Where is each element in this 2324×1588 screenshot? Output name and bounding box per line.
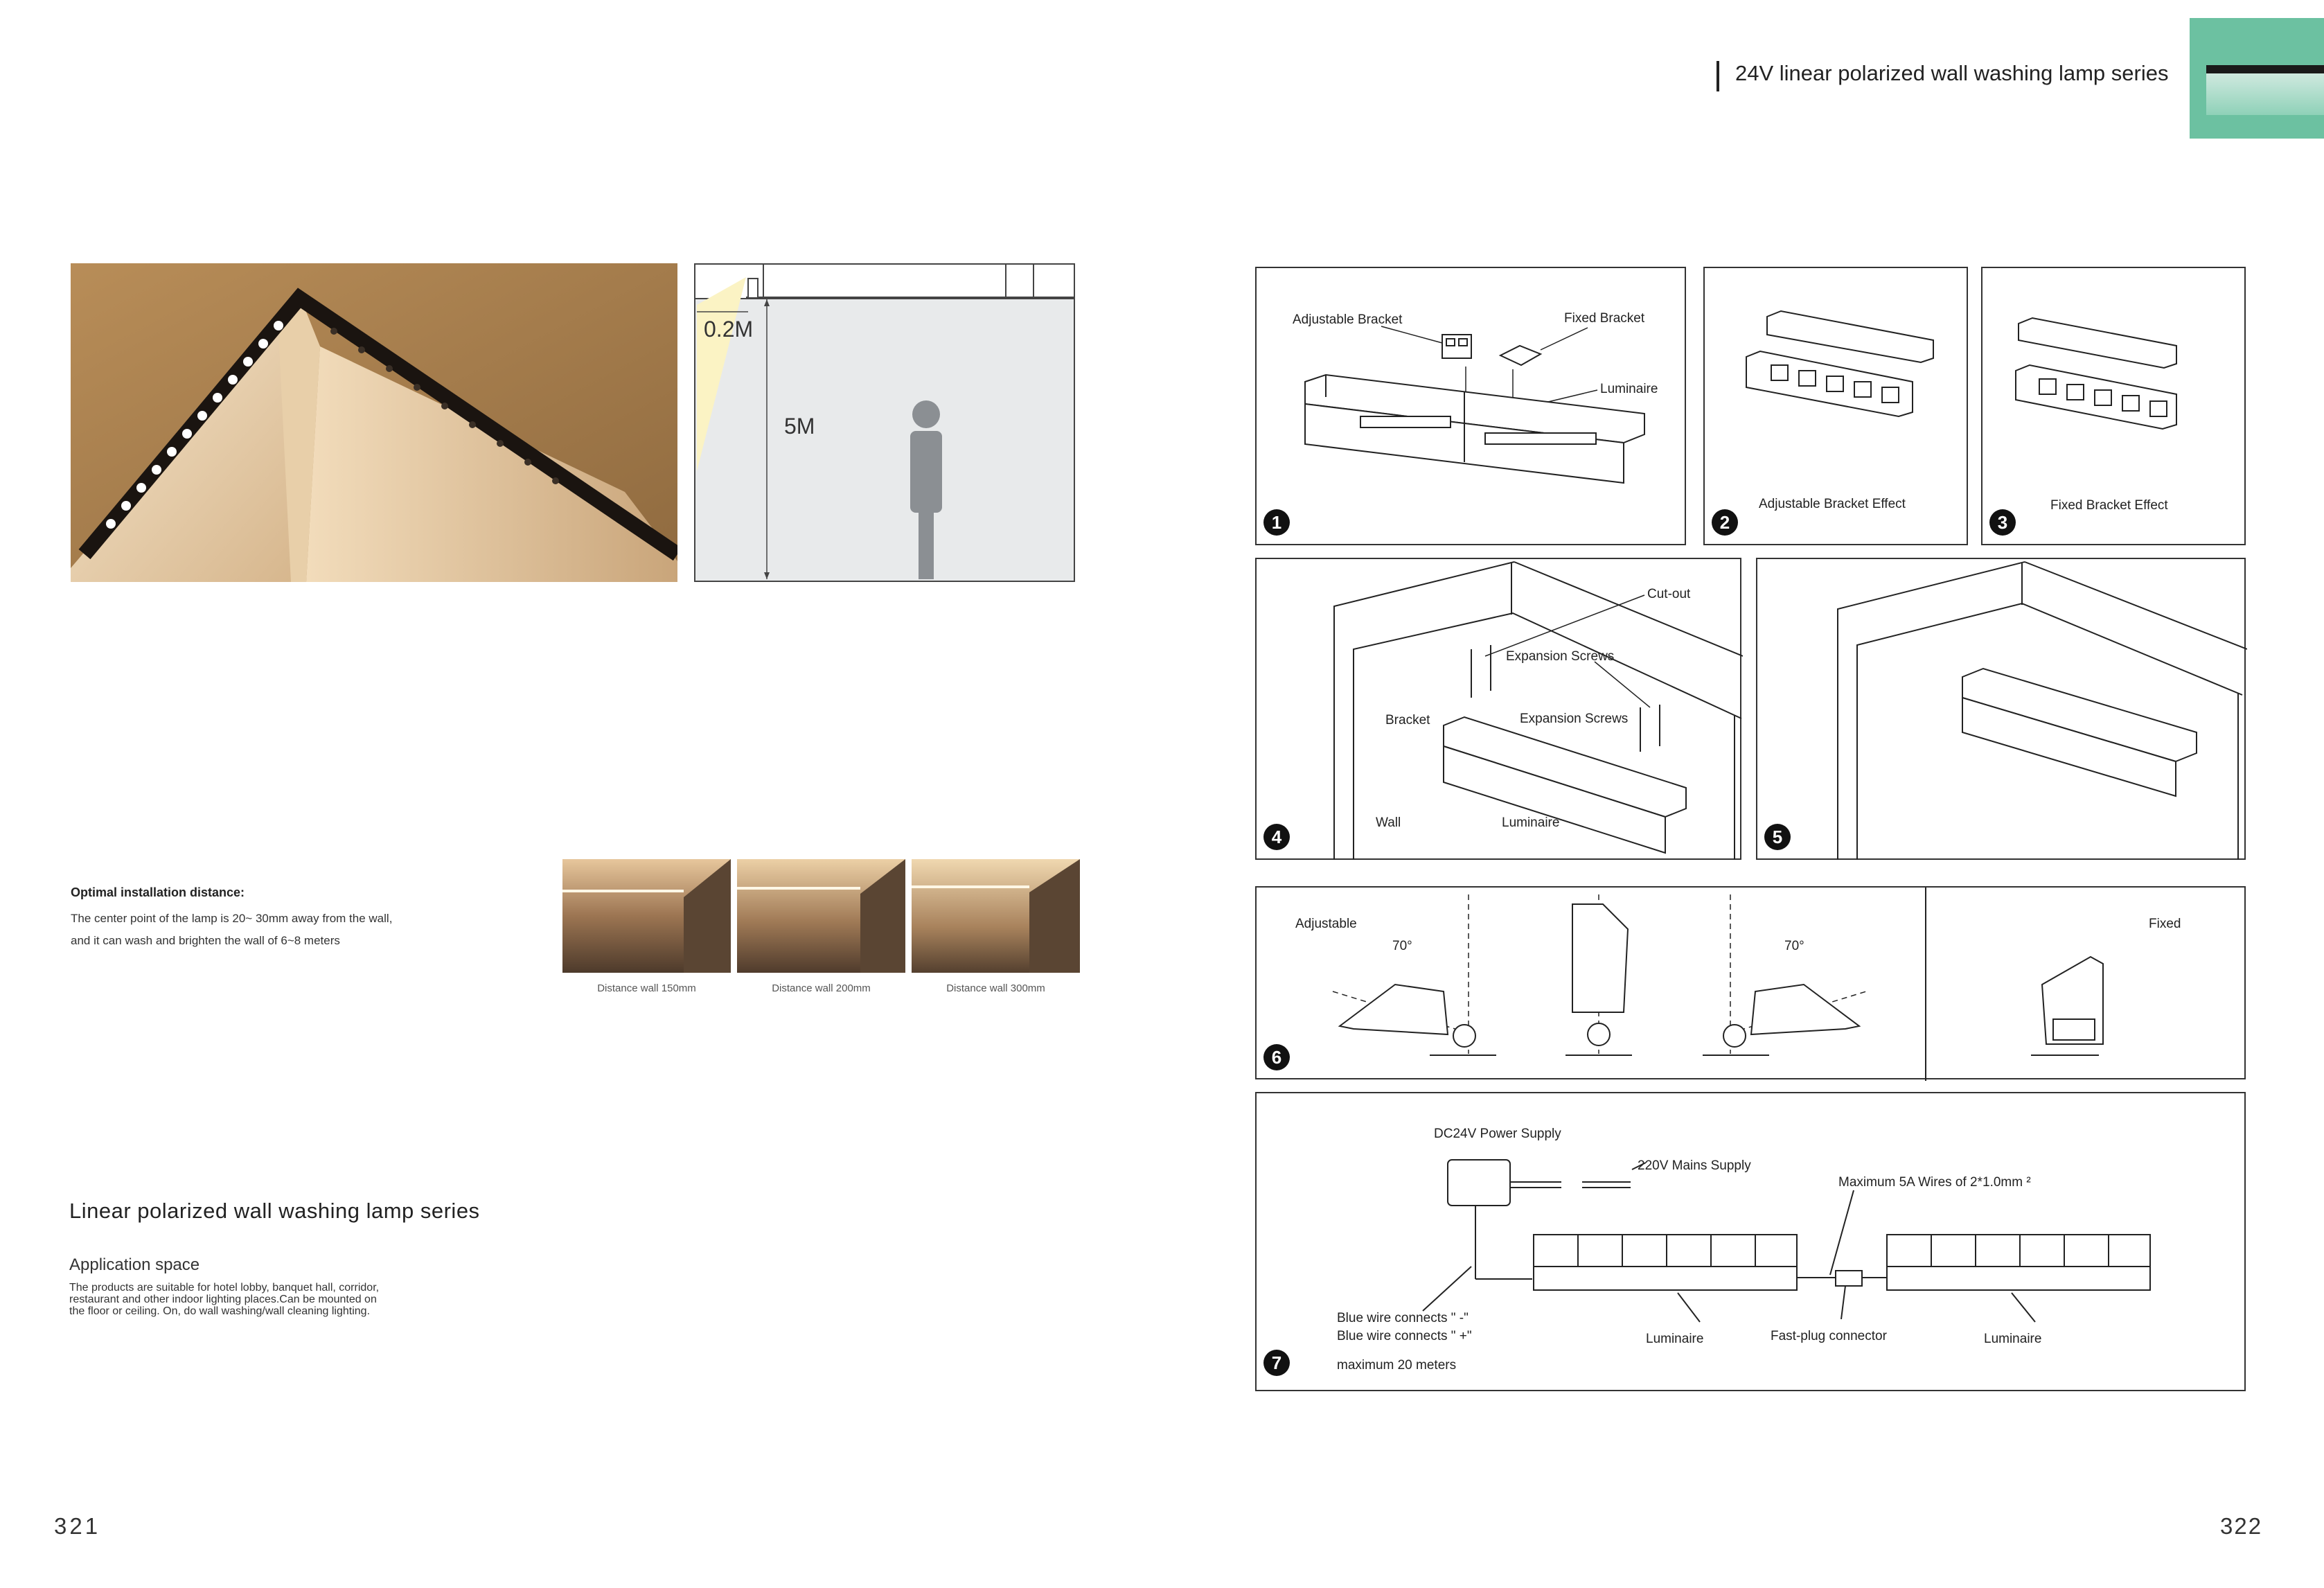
series-title: Linear polarized wall washing lamp series [69, 1199, 480, 1223]
s4-cutout-label: Cut-out [1647, 587, 1691, 601]
s7-luminaire1-label: Luminaire [1646, 1332, 1704, 1346]
header-title: 24V linear polarized wall washing lamp series [1735, 61, 2169, 85]
step-3-badge: 3 [1989, 509, 2016, 536]
fixed-bracket-icon [1500, 346, 1541, 365]
sample-photo-150 [562, 859, 731, 973]
sample-caption-300: Distance wall 300mm [946, 982, 1045, 994]
s7-max-wires-label: Maximum 5A Wires of 2*1.0mm ² [1838, 1175, 2031, 1190]
application-line-1: The products are suitable for hotel lobby, banquet hall, corridor, [69, 1282, 380, 1294]
s7-power-label: DC24V Power Supply [1434, 1127, 1561, 1141]
sample-caption-200: Distance wall 200mm [772, 982, 871, 994]
s7-blue2-label: Blue wire connects " +" [1337, 1329, 1472, 1343]
step-6-panel [1255, 886, 2246, 1079]
lamp-slot-icon [2206, 65, 2324, 73]
s2-caption: Adjustable Bracket Effect [1759, 497, 1906, 511]
header-divider [1717, 61, 1719, 91]
product-photo [71, 263, 677, 582]
luminaire-1-icon [1534, 1235, 1797, 1290]
sample-photo-200 [737, 859, 905, 973]
fast-plug-connector-icon [1836, 1271, 1862, 1286]
s1-fixed-label: Fixed Bracket [1564, 311, 1645, 326]
adjustable-effect-icon [1746, 311, 1933, 416]
power-supply-icon [1448, 1160, 1510, 1206]
step-2-badge: 2 [1712, 509, 1738, 536]
sample-caption-150: Distance wall 150mm [597, 982, 696, 994]
step-7-panel [1255, 1092, 2246, 1391]
application-line-2: restaurant and other indoor lighting places.Can be mounted on [69, 1294, 377, 1305]
s4-luminaire-icon [1444, 717, 1686, 853]
application-line-3: the floor or ceiling. On, do wall washing/wall cleaning lighting. [69, 1305, 371, 1317]
s6-angle-left: 70° [1392, 939, 1412, 953]
optimal-line-1: The center point of the lamp is 20~ 30mm away from the wall, [71, 912, 393, 925]
s6-fixed-label: Fixed [2149, 917, 2181, 931]
optimal-distance-title: Optimal installation distance: [71, 885, 245, 899]
s1-luminaire-label: Luminaire [1600, 382, 1658, 396]
s7-mains-label: 220V Mains Supply [1638, 1158, 1751, 1173]
application-title: Application space [69, 1255, 200, 1274]
s1-adjustable-label: Adjustable Bracket [1293, 312, 1403, 327]
fixed-bracket-side-icon [2031, 957, 2103, 1055]
page-number-left: 321 [54, 1513, 101, 1539]
installation-scene-diagram [694, 263, 1075, 582]
s4-wall-label: Wall [1376, 815, 1401, 830]
optimal-line-2: and it can wash and brighten the wall of 6~8 meters [71, 934, 340, 947]
adjustable-tilt-left-icon [1340, 985, 1496, 1055]
s4-luminaire-label: Luminaire [1502, 815, 1560, 830]
luminaire-2-icon [1887, 1235, 2150, 1290]
optimal-distance-body [71, 908, 500, 952]
step-3-panel [1981, 267, 2246, 545]
step-7-badge: 7 [1263, 1350, 1290, 1376]
page-number-right: 322 [2220, 1513, 2263, 1539]
s4-screws-label-2: Expansion Screws [1520, 712, 1629, 726]
s7-blue1-label: Blue wire connects " -" [1337, 1311, 1469, 1325]
lamp-glow [2206, 73, 2324, 115]
fixed-effect-icon [2016, 318, 2176, 429]
s7-luminaire2-label: Luminaire [1984, 1332, 2042, 1346]
step-1-badge: 1 [1263, 509, 1290, 536]
step-5-panel [1756, 558, 2246, 860]
step-5-badge: 5 [1764, 824, 1791, 850]
s7-connector-label: Fast-plug connector [1771, 1329, 1887, 1343]
s7-max-len-label: maximum 20 meters [1337, 1358, 1457, 1373]
adjustable-bracket-icon [1442, 335, 1471, 358]
offset-label: 0.2M [704, 317, 754, 342]
s6-adjustable-label: Adjustable [1295, 917, 1357, 931]
s5-luminaire-icon [1962, 669, 2197, 796]
step-4-badge: 4 [1263, 824, 1290, 850]
adjustable-upright-icon [1565, 904, 1632, 1055]
s4-screws-label-1: Expansion Screws [1506, 649, 1615, 664]
s6-angle-right: 70° [1784, 939, 1804, 953]
step-2-panel [1703, 267, 1968, 545]
step-4-panel [1255, 558, 1741, 860]
step-6-badge: 6 [1263, 1044, 1290, 1070]
height-label: 5M [784, 414, 815, 439]
corner-tab-logo [2190, 18, 2324, 139]
s3-caption: Fixed Bracket Effect [2050, 498, 2168, 513]
adjustable-tilt-right-icon [1703, 985, 1859, 1055]
sample-photo-300 [912, 859, 1080, 973]
application-body [69, 1282, 499, 1317]
s4-bracket-label: Bracket [1385, 713, 1430, 727]
step-1-panel [1255, 267, 1686, 545]
